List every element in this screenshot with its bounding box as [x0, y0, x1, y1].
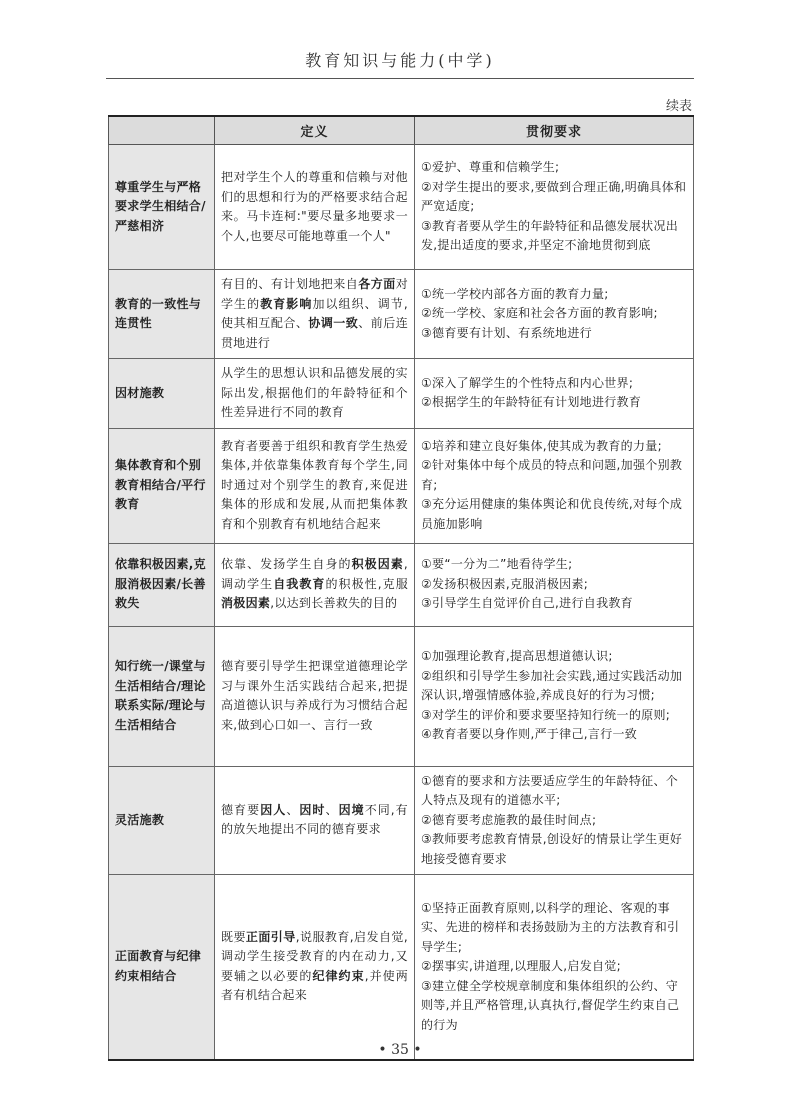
- definition-text: 、: [286, 802, 300, 817]
- table-row: [109, 543, 694, 626]
- table-row: [109, 766, 694, 875]
- moral-education-principles-table: [108, 115, 694, 1061]
- requirements-cell: [415, 428, 694, 543]
- requirement-item: ③教育者要从学生的年龄特征和品德发展状况出发,提出适度的要求,并坚定不渝地贯彻到底: [421, 218, 679, 253]
- requirement-item: ①爱护、尊重和信赖学生;: [421, 160, 560, 175]
- requirements-cell: [415, 766, 694, 875]
- table-row: [109, 875, 694, 1060]
- table-body: [109, 145, 694, 1060]
- definition-text: 不同,有的放矢地提出不同的德育要求: [221, 802, 408, 837]
- requirement-item: ①要“一分为二”地看待学生;: [421, 557, 573, 572]
- requirement-item: ③对学生的评价和要求要坚持知行统一的原则;: [421, 707, 671, 722]
- definition-text: 德育要引导学生把课堂道德理论学习与课外生活实践结合起来,把提高道德认识与养成行为习惯结合起来,做到心口如一、言行一致: [221, 659, 408, 732]
- definition-keyword: 教育影响: [260, 296, 313, 311]
- requirements-cell: [415, 270, 694, 359]
- table-row: [109, 626, 694, 766]
- definition-text: 、前后连贯地进行: [221, 316, 408, 350]
- definition-keyword: 自我教育: [273, 576, 326, 591]
- requirement-item: ①加强理论教育,提高思想道德认识;: [421, 649, 613, 664]
- principle-name: 知行统一/课堂与生活相结合/理论联系实际/理论与生活相结合: [109, 626, 215, 766]
- requirement-item: ①坚持正面教育原则,以科学的理论、客观的事实、先进的榜样和表扬鼓励为主的方法教育和引导学生;: [421, 900, 680, 954]
- table-header-row: [109, 116, 694, 145]
- column-header-requirements: 贯彻要求: [415, 116, 694, 145]
- requirement-item: ①德育的要求和方法要适应学生的年龄特征、个人特点及现有的道德水平;: [421, 773, 679, 807]
- definition-text: 教育者要善于组织和教育学生热爱集体,并依靠集体教育每个学生,同时通过对个别学生的教育,来促进集体的形成和发展,从而把集体教育和个别教育有机地结合起来: [221, 438, 408, 531]
- definition-text: 马卡连柯:"要尽量多地要求一个人,也要尽可能地尊重一个人": [221, 209, 408, 243]
- definition-text: 依靠、发扬学生自身的: [221, 557, 352, 572]
- page-header-title: 教育知识与能力(中学): [305, 51, 495, 70]
- definition-cell: [215, 543, 415, 626]
- definition-keyword: 积极因素: [351, 557, 404, 572]
- definition-text: ,说服教育,启发自觉,调动学生接受教育的内在动力,又要辅之以必要的: [221, 929, 408, 983]
- requirement-item: ②组织和引导学生参加社会实践,通过实践活动加深认识,增强情感体验,养成良好的行为习惯;: [421, 668, 683, 703]
- principle-name: 尊重学生与严格要求学生相结合/严慈相济: [109, 145, 215, 270]
- requirements-cell: [415, 875, 694, 1060]
- requirement-item: ①统一学校内部各方面的教育力量;: [421, 286, 609, 301]
- definition-cell: [215, 766, 415, 875]
- principle-name: 教育的一致性与连贯性: [109, 270, 215, 359]
- definition-keyword: 因人: [260, 802, 287, 817]
- principle-name: 灵活施教: [109, 766, 215, 875]
- requirement-item: ②德育要考虑施教的最佳时间点;: [421, 812, 597, 827]
- definition-text: ,调动学生: [221, 557, 408, 591]
- definition-keyword: 正面引导: [245, 929, 296, 944]
- definition-text: 德育要: [221, 802, 261, 817]
- requirement-item: ②针对集体中每个成员的特点和问题,加强个别教育;: [421, 458, 683, 492]
- requirements-cell: [415, 543, 694, 626]
- definition-text: 的积极性,克服: [325, 576, 408, 591]
- requirement-item: ②摆事实,讲道理,以理服人,启发自觉;: [421, 959, 621, 973]
- definition-text: 把对学生个人的尊重和信赖与对他们的思想和行为的严格要求结合起来。: [221, 170, 408, 223]
- requirement-item: ①培养和建立良好集体,使其成为教育的力量;: [421, 438, 662, 453]
- page-number: • 35 •: [378, 1042, 422, 1058]
- definition-text: 、: [325, 802, 339, 817]
- definition-keyword: 因时: [299, 802, 326, 817]
- definition-keyword: 纪律约束: [312, 968, 365, 983]
- principle-name: 依靠积极因素,克服消极因素/长善救失: [109, 543, 215, 626]
- table-row: [109, 145, 694, 270]
- table-row: [109, 359, 694, 429]
- requirement-item: ①深入了解学生的个性特点和内心世界;: [421, 375, 634, 390]
- header-divider: [106, 78, 694, 79]
- principle-name: 集体教育和个别教育相结合/平行教育: [109, 428, 215, 543]
- definition-keyword: 消极因素: [221, 596, 271, 611]
- principle-name: 正面教育与纪律约束相结合: [109, 875, 215, 1060]
- definition-keyword: 因境: [338, 802, 365, 817]
- requirement-item: ②统一学校、家庭和社会各方面的教育影响;: [421, 306, 658, 321]
- continued-label: 续表: [665, 99, 692, 114]
- definition-cell: [215, 145, 415, 270]
- requirement-item: ②根据学生的年龄特征有计划地进行教育: [421, 395, 642, 410]
- principle-name: 因材施教: [109, 359, 215, 429]
- requirement-item: ③充分运用健康的集体舆论和优良传统,对每个成员施加影响: [421, 497, 683, 531]
- definition-cell: [215, 428, 415, 543]
- definition-text: 既要: [221, 929, 246, 944]
- definition-keyword: 各方面: [358, 277, 396, 291]
- table-row: [109, 428, 694, 543]
- requirement-item: ④教育者要以身作则,严于律己,言行一致: [421, 727, 638, 742]
- definition-cell: [215, 270, 415, 359]
- requirement-item: ③教师要考虑教育情景,创设好的情景让学生更好地接受德育要求: [421, 832, 683, 866]
- definition-text: 从学生的思想认识和品德发展的实际出发,根据他们的年龄特征和个性差异进行不同的教育: [221, 366, 408, 419]
- definition-text: 加以组织、调节,使其相互配合、: [221, 296, 408, 330]
- requirement-item: ③德育要有计划、有系统地进行: [421, 325, 592, 340]
- definition-text: 有目的、有计划地把来自: [221, 277, 359, 291]
- requirement-item: ②对学生提出的要求,要做到合理正确,明确具体和严宽适度;: [421, 179, 687, 214]
- requirements-cell: [415, 626, 694, 766]
- definition-text: 对学生的: [221, 277, 408, 311]
- definition-cell: [215, 875, 415, 1060]
- column-header-definition: 定义: [215, 116, 415, 145]
- requirements-cell: [415, 359, 694, 429]
- definition-cell: [215, 359, 415, 429]
- column-header-principle: [109, 116, 215, 145]
- definition-text: ,以达到长善救失的目的: [270, 596, 398, 611]
- table-row: [109, 270, 694, 359]
- requirements-cell: [415, 145, 694, 270]
- requirement-item: ③引导学生自觉评价自己,进行自我教育: [421, 596, 633, 611]
- requirement-item: ③建立健全学校规章制度和集体组织的公约、守则等,并且严格管理,认真执行,督促学生约束自己的行为: [421, 978, 680, 1032]
- definition-cell: [215, 626, 415, 766]
- requirement-item: ②发扬积极因素,克服消极因素;: [421, 576, 589, 591]
- definition-keyword: 协调一致: [308, 316, 359, 330]
- definition-text: ,并使两者有机结合起来: [221, 968, 408, 1003]
